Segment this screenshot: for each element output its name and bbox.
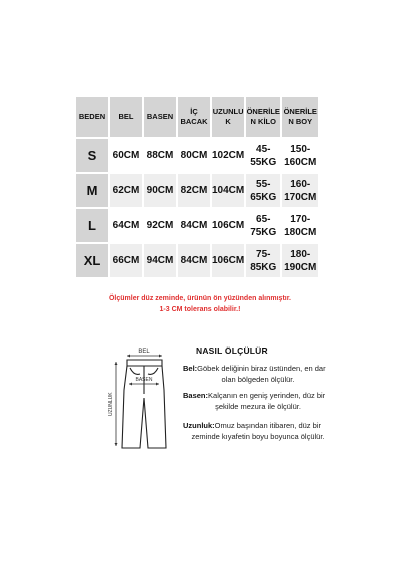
ic-bacak-cell: 82CM <box>177 173 211 208</box>
basen-cell: 88CM <box>143 138 177 173</box>
size-cell: L <box>75 208 109 243</box>
table-row <box>75 208 319 243</box>
basen-arrow-right <box>156 383 159 386</box>
uzunluk-cell: 106CM <box>211 243 245 278</box>
bel-diagram-label: BEL <box>138 349 150 355</box>
kilo-cell: 55- 65KG <box>245 173 281 208</box>
size-cell: M <box>75 173 109 208</box>
uzunluk-arrow-bottom <box>115 443 118 446</box>
guide-bel-line1: Göbek deliğinin biraz üstünden, en dar <box>197 364 326 373</box>
header-basen: BASEN <box>143 96 177 138</box>
size-cell: S <box>75 138 109 173</box>
pants-diagram <box>100 344 190 461</box>
table-row <box>75 173 319 208</box>
note-line-2: 1-3 CM tolerans olabilir.! <box>159 306 241 313</box>
kilo-cell: 75- 85KG <box>245 243 281 278</box>
kilo-cell: 65- 75KG <box>245 208 281 243</box>
header-uzunluk: UZUNLU K <box>211 96 245 138</box>
guide-basen-line2: şekilde mezura ile ölçülür. <box>215 402 301 411</box>
uzunluk-cell: 106CM <box>211 208 245 243</box>
pants-illustration <box>100 344 190 456</box>
boy-cell: 180- 190CM <box>281 243 319 278</box>
basen-cell: 92CM <box>143 208 177 243</box>
guide-title: NASIL ÖLÇÜLÜR <box>196 346 268 356</box>
bel-cell: 64CM <box>109 208 143 243</box>
table-row <box>75 243 319 278</box>
header-beden: BEDEN <box>75 96 109 138</box>
basen-diagram-label: BASEN <box>135 377 153 383</box>
note-line-1: Ölçümler düz zeminde, ürünün ön yüzünden alınmıştır. <box>108 295 292 302</box>
guide-uzunluk-line1: Omuz başından itibaren, düz bir <box>214 421 321 430</box>
basen-arrow-left <box>129 383 132 386</box>
uzunluk-diagram-label: UZUNLUK <box>108 392 114 416</box>
pants-outline <box>122 360 166 448</box>
boy-cell: 160- 170CM <box>281 173 319 208</box>
bel-cell: 60CM <box>109 138 143 173</box>
header-bel: BEL <box>109 96 143 138</box>
kilo-cell: 45- 55KG <box>245 138 281 173</box>
tolerance-note <box>0 293 400 315</box>
guide-uzunluk <box>183 420 333 442</box>
uzunluk-cell: 104CM <box>211 173 245 208</box>
guide-basen-label: Basen: <box>183 391 209 400</box>
header-onerilen-kilo: ÖNERİLE N KİLO <box>245 96 281 138</box>
bel-arrow-left <box>127 355 130 358</box>
header-onerilen-boy: ÖNERİLE N BOY <box>281 96 319 138</box>
bel-cell: 66CM <box>109 243 143 278</box>
size-cell: XL <box>75 243 109 278</box>
ic-bacak-cell: 80CM <box>177 138 211 173</box>
basen-cell: 94CM <box>143 243 177 278</box>
boy-cell: 170- 180CM <box>281 208 319 243</box>
guide-uzunluk-label: Uzunluk: <box>183 421 215 430</box>
bel-arrow-right <box>159 355 162 358</box>
guide-basen <box>183 390 333 412</box>
bel-cell: 62CM <box>109 173 143 208</box>
uzunluk-cell: 102CM <box>211 138 245 173</box>
guide-bel <box>183 363 333 385</box>
table-header-row <box>75 96 319 138</box>
ic-bacak-cell: 84CM <box>177 243 211 278</box>
size-chart-table <box>74 95 320 279</box>
table-row <box>75 138 319 173</box>
uzunluk-arrow-top <box>115 362 118 365</box>
guide-bel-label: Bel: <box>183 364 198 373</box>
boy-cell: 150- 160CM <box>281 138 319 173</box>
ic-bacak-cell: 84CM <box>177 208 211 243</box>
basen-cell: 90CM <box>143 173 177 208</box>
guide-basen-line1: Kalçanın en geniş yerinden, düz bir <box>208 391 326 400</box>
guide-uzunluk-line2: zeminde kıyafetin boyu boyunca ölçülür. <box>191 432 325 441</box>
guide-bel-line2: olan bölgeden ölçülür. <box>221 375 295 384</box>
header-ic-bacak: İÇ BACAK <box>177 96 211 138</box>
